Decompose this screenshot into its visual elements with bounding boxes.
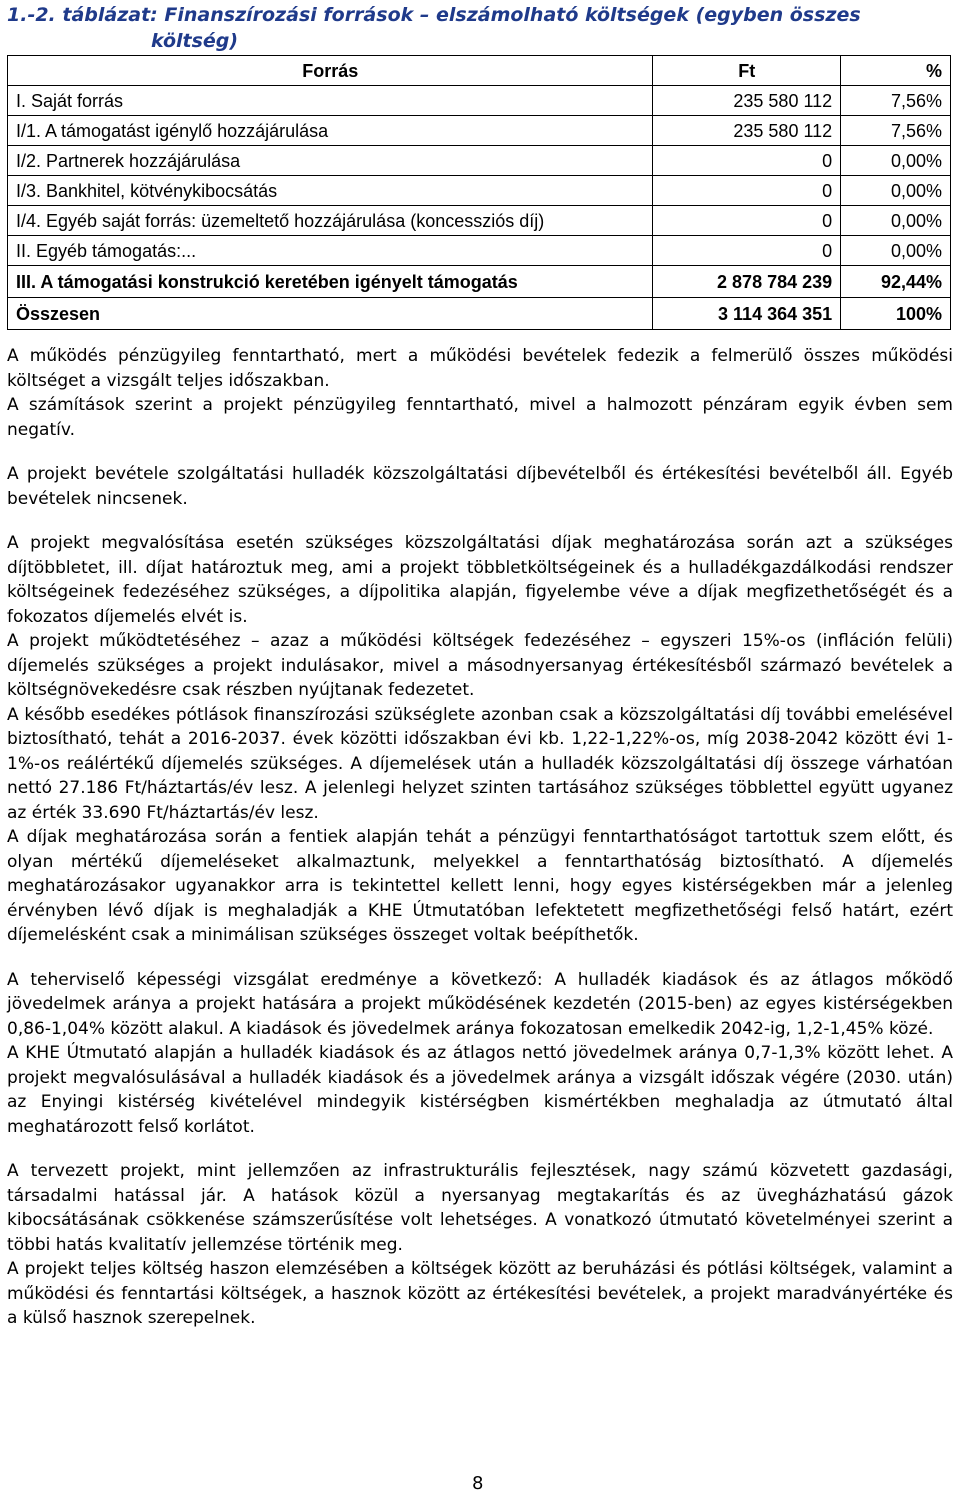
paragraph: A teherviselő képességi vizsgálat eredménye a következő: A hulladék kiadások és az átlagos mőködő jövedelmek aránya a projekt hatására a projekt működésének kezdetén (2015-ben) az egyes kistérségekben 0,86-1,04% között alakul. A kiadások és jövedelmek aránya fokozatosan emelkedik 2042-ig, 1,2-1,45% közé.: [7, 969, 953, 1039]
table-row: [8, 116, 951, 146]
row-percent: 0,00%: [841, 206, 951, 236]
financing-sources-table: [7, 55, 951, 330]
paragraph: A projekt teljes költség haszon elemzésében a költségek között az beruházási és pótlási költségek, valamint a működési és fenntartási költségek, a hasznok között az értékesítési bevételek, a projekt maradványértéke és a külső hasznok szerepelnek.: [7, 1259, 953, 1328]
header-ft: Ft: [653, 56, 841, 86]
row-ft: 3 114 364 351: [653, 298, 841, 330]
row-label: I/4. Egyéb saját forrás: üzemeltető hozzájárulása (koncessziós díj): [8, 206, 653, 236]
row-label: I. Saját forrás: [8, 86, 653, 116]
row-percent: 100%: [841, 298, 951, 330]
header-source: Forrás: [8, 56, 653, 86]
table-caption-line2: költség): [151, 30, 239, 52]
table-header-row: [8, 56, 951, 86]
row-percent: 0,00%: [841, 146, 951, 176]
paragraph-gap: [7, 1139, 953, 1159]
table-row: [8, 206, 951, 236]
table-caption: [7, 0, 953, 54]
row-label: Összesen: [8, 298, 653, 330]
table-row: [8, 146, 951, 176]
paragraph-gap: [7, 511, 953, 531]
paragraph: A díjak meghatározása során a fentiek alapján tehát a pénzügyi fenntarthatóságot tartottuk szem előtt, és olyan mértékű díjemeléseket alkalmaztunk, melyekkel a fenntarthatóság biztosítható. A díjemelés meghatározásakor ugyanakkor arra is tekintettel kellett lenni, hogy egyes kistérségekben már a jelenleg érvényben lévő díjak is meghaladják a KHE Útmutatóban lefektetett megfizethetőségi felső határt, ezért díjemelésként csak a minimálisan szükséges összeget voltak beépíthetők.: [7, 827, 953, 945]
paragraph: A később esedékes pótlások finanszírozási szükséglete azonban csak a közszolgáltatási díj további emelésével biztosítható, tehát a 2016-2037. évek közötti időszakban évi kb. 1,22-1,22%-os, míg 2038-2042 között évi 1-1%-os reálértékű díjemelés szükséges. A díjemelések után a hulladék közszolgáltatási díj összege várhatóan nettó 27.186 Ft/háztartás/év lesz. A jelenlegi helyzet szinten tartásához szükséges többlettel együtt ugyanez az érték 33.690 Ft/háztartás/év lesz.: [7, 704, 953, 823]
row-percent: 92,44%: [841, 266, 951, 298]
row-label: II. Egyéb támogatás:...: [8, 236, 653, 266]
row-ft: 235 580 112: [653, 116, 841, 146]
row-ft: 0: [653, 236, 841, 266]
paragraph: A projekt bevétele szolgáltatási hulladék közszolgáltatási díjbevételből és értékesítési bevételből áll. Egyéb bevételek nincsenek.: [7, 464, 953, 509]
paragraph: A KHE Útmutató alapján a hulladék kiadások és az átlagos nettó jövedelmek aránya 0,7-1,3% között lehet. A projekt megvalósulásával a hulladék kiadások és a jövedelmek aránya a vizsgált időszak végére (2030. után) az Enyingi kistérség kivételével mindegyik kistérségben kismértékben meghaladja az útmutató által meghatározott felső korlátot.: [7, 1043, 953, 1137]
table-row: [8, 298, 951, 330]
table-row: [8, 266, 951, 298]
header-percent: %: [841, 56, 951, 86]
table-caption-line1: 1.-2. táblázat: Finanszírozási források – elszámolható költségek (egyben összes: [7, 4, 861, 26]
paragraph: A működés pénzügyileg fenntartható, mert a működési bevételek fedezik a felmerülő összes működési költséget a vizsgált teljes időszakban.: [7, 346, 953, 391]
table-row: [8, 236, 951, 266]
row-percent: 0,00%: [841, 236, 951, 266]
paragraph: A projekt megvalósítása esetén szükséges közszolgáltatási díjak meghatározása során azt a szükséges díjtöbbletet, ill. díjat határoztuk meg, ami a projekt többletköltségeinek és a hulladékgazdálkodási rendszer költségeinek fedezéséhez szükséges, a díjpolitika alapján, figyelembe véve a díjak megfizethetőségét és a fokozatos díjemelés elvét is.: [7, 533, 953, 627]
row-ft: 0: [653, 146, 841, 176]
row-label: I/1. A támogatást igénylő hozzájárulása: [8, 116, 653, 146]
row-ft: 0: [653, 176, 841, 206]
paragraph: A tervezett projekt, mint jellemzően az infrastrukturális fejlesztések, nagy számú közvetett gazdasági, társadalmi hatással jár. A hatások közül a nyersanyag megtakarítás és az üvegházhatású gázok kibocsátásának csökkenése számszerűsítése volt lehetséges. A vonatkozó útmutató követelményei szerint a többi hatás kvalitatív jellemzése történik meg.: [7, 1161, 953, 1255]
paragraph: A számítások szerint a projekt pénzügyileg fenntartható, mivel a halmozott pénzáram egyik évben sem negatív.: [7, 395, 953, 440]
row-ft: 0: [653, 206, 841, 236]
row-label: I/3. Bankhitel, kötvénykibocsátás: [8, 176, 653, 206]
row-label: III. A támogatási konstrukció keretében igényelt támogatás: [8, 266, 653, 298]
body-text: [7, 344, 953, 1331]
row-label: I/2. Partnerek hozzájárulása: [8, 146, 653, 176]
row-percent: 7,56%: [841, 116, 951, 146]
paragraph-gap: [7, 948, 953, 968]
table-row: [8, 86, 951, 116]
paragraph: A projekt működtetéséhez – azaz a működési költségek fedezéséhez – egyszeri 15%-os (infláción felüli) díjemelés szükséges a projekt indulásakor, mivel a másodnyersanyag értékesítésből származó bevételek a költségnövekedésre csak részben nyújtanak fedezetet.: [7, 631, 953, 700]
row-ft: 2 878 784 239: [653, 266, 841, 298]
row-percent: 7,56%: [841, 86, 951, 116]
row-ft: 235 580 112: [653, 86, 841, 116]
row-percent: 0,00%: [841, 176, 951, 206]
document-page: [7, 0, 953, 1331]
paragraph-gap: [7, 442, 953, 462]
table-row: [8, 176, 951, 206]
page-number: 8: [472, 1473, 484, 1494]
